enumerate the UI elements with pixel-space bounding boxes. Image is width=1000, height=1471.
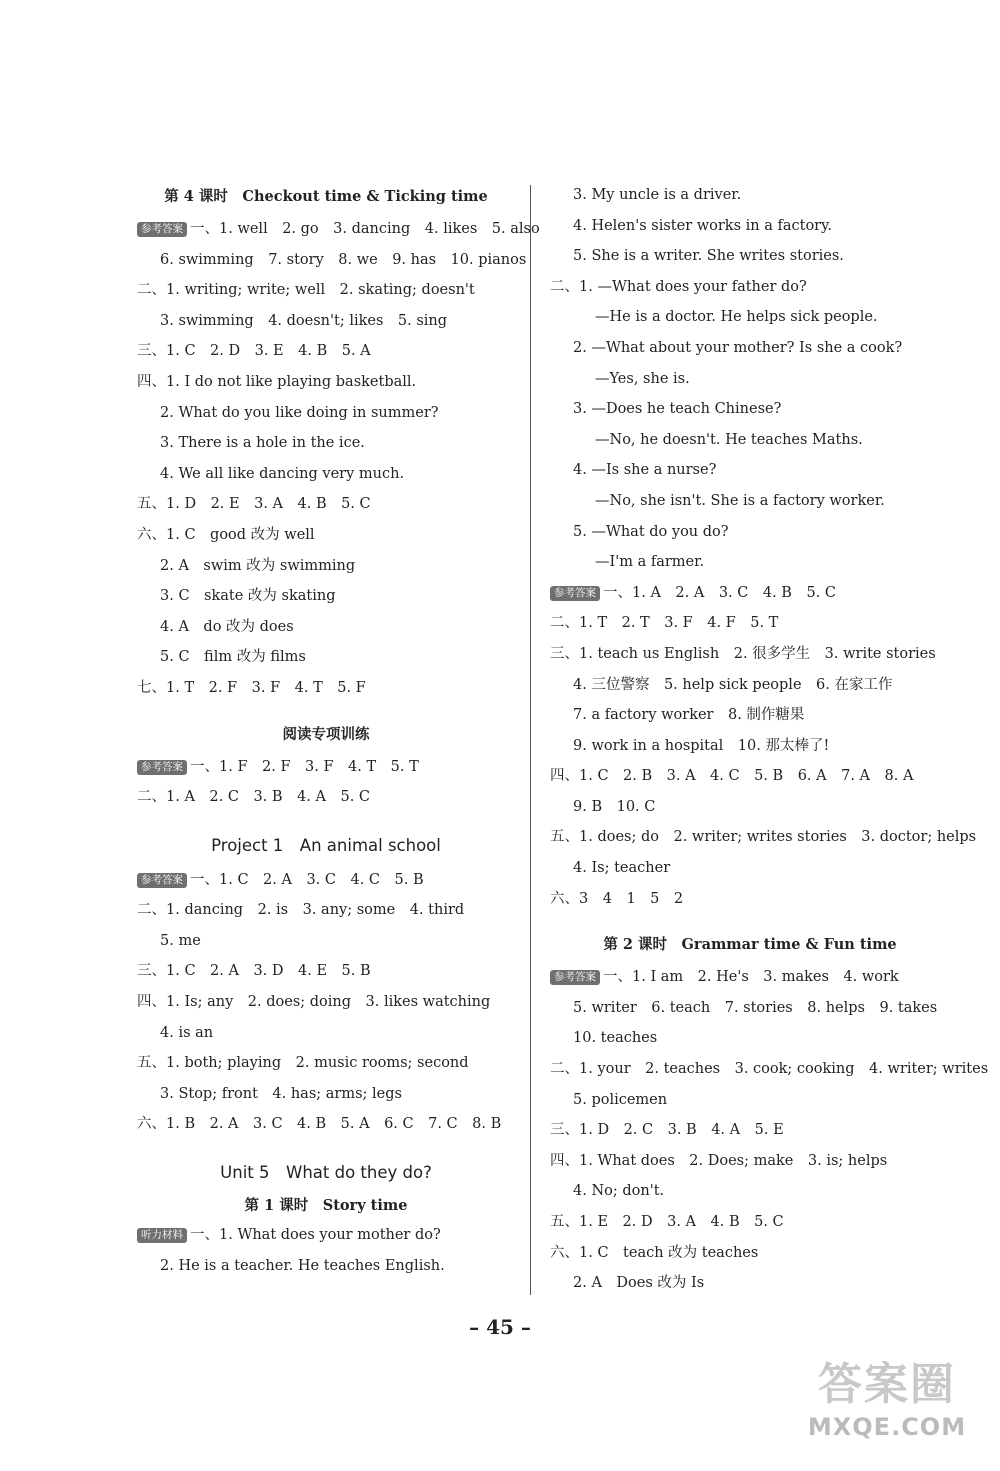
watermark-logo: 答案圈 — [818, 1359, 956, 1410]
answer-line: 三、1. teach us English 2. 很多学生 3. write stories — [550, 645, 936, 662]
answer-line: 二、1. —What does your father do? — [550, 278, 807, 295]
answer-line: 5. She is a writer. She writes stories. — [573, 248, 844, 265]
answer-line: 5. writer 6. teach 7. stories 8. helps 9. takes — [573, 999, 938, 1016]
answer-line: 9. work in a hospital 10. 那太棒了! — [573, 737, 830, 754]
column-divider — [530, 185, 531, 1295]
answer-line: 三、1. D 2. C 3. B 4. A 5. E — [550, 1122, 784, 1139]
answer-line: —He is a doctor. He helps sick people. — [595, 309, 878, 326]
section-subtitle: 第 1 课时 Story time — [244, 1197, 408, 1215]
answer-line: 6. swimming 7. story 8. we 9. has 10. pianos — [160, 251, 527, 268]
answer-line: —No, he doesn't. He teaches Maths. — [595, 431, 863, 448]
left-column — [137, 180, 540, 1281]
answer-line: 5. —What do you do? — [573, 523, 729, 540]
section-title: 第 2 课时 Grammar time & Fun time — [603, 936, 897, 954]
answer-line: 三、1. C 2. D 3. E 4. B 5. A — [137, 343, 371, 360]
answer-line: 三、1. C 2. A 3. D 4. E 5. B — [137, 963, 371, 980]
answer-line: 2. He is a teacher. He teaches English. — [160, 1257, 445, 1274]
answer-line: 六、1. C teach 改为 teaches — [550, 1244, 759, 1261]
answer-line: 二、1. writing; write; well 2. skating; doesn't — [137, 282, 475, 299]
section-title: Project 1 An animal school — [211, 835, 441, 855]
watermark — [792, 1357, 982, 1457]
answer-line: 五、1. E 2. D 3. A 4. B 5. C — [550, 1214, 784, 1230]
answer-line: 3. —Does he teach Chinese? — [573, 401, 782, 418]
section-title: 第 4 课时 Checkout time & Ticking time — [164, 188, 488, 205]
answer-line: 5. C film 改为 films — [160, 649, 306, 666]
answer-line: 参考答案 一、1. I am 2. He's 3. makes 4. work — [550, 962, 950, 993]
answer-line: 4. 三位警察 5. help sick people 6. 在家工作 — [573, 676, 893, 693]
answer-tag: 参考答案 — [137, 873, 187, 888]
answer-line: 4. Helen's sister works in a factory. — [573, 217, 832, 234]
answer-line: 2. What do you like doing in summer? — [160, 404, 439, 421]
answer-line: 4. Is; teacher — [573, 860, 671, 877]
answer-tag: 参考答案 — [550, 586, 600, 601]
answer-line: —Yes, she is. — [595, 370, 690, 387]
answer-line: 3. C skate 改为 skating — [160, 588, 336, 605]
answer-line: 听力材料 一、1. What does your mother do? — [137, 1220, 515, 1251]
answer-line: 二、1. dancing 2. is 3. any; some 4. third — [137, 902, 465, 919]
answer-line: 二、1. T 2. T 3. F 4. F 5. T — [550, 615, 779, 632]
answer-line: 参考答案 一、1. C 2. A 3. C 4. C 5. B — [137, 865, 515, 896]
answer-line: 4. No; don't. — [573, 1183, 665, 1200]
answer-line: 4. We all like dancing very much. — [160, 465, 405, 482]
answer-line: 2. A Does 改为 Is — [573, 1275, 705, 1292]
answer-line: 四、1. Is; any 2. does; doing 3. likes watching — [137, 994, 491, 1011]
answer-line: 六、1. B 2. A 3. C 4. B 5. A 6. C 7. C 8. B — [137, 1116, 502, 1133]
answer-line: 五、1. both; playing 2. music rooms; second — [137, 1055, 469, 1072]
answer-line: 二、1. your 2. teaches 3. cook; cooking 4. writer; writes — [550, 1061, 989, 1078]
answer-line: 2. A swim 改为 swimming — [160, 557, 356, 574]
answer-line: 4. A do 改为 does — [160, 618, 294, 635]
answer-line: 四、1. C 2. B 3. A 4. C 5. B 6. A 7. A 8. A — [550, 768, 914, 785]
answer-tag: 参考答案 — [550, 970, 600, 985]
answer-line: 四、1. What does 2. Does; make 3. is; helps — [550, 1152, 888, 1169]
answer-line: 4. is an — [160, 1024, 214, 1041]
answer-tag: 参考答案 — [137, 760, 187, 775]
answer-line: 2. —What about your mother? Is she a cook? — [573, 339, 903, 356]
answer-line: —I'm a farmer. — [595, 554, 705, 571]
answer-line: 3. My uncle is a driver. — [573, 187, 742, 203]
answer-line: 9. B 10. C — [573, 798, 656, 815]
answer-line: 五、1. does; do 2. writer; writes stories 3. doctor; helps — [550, 829, 977, 846]
section-title: 阅读专项训练 — [282, 725, 370, 743]
answer-line: 4. —Is she a nurse? — [573, 462, 717, 479]
answer-line: 参考答案 一、1. F 2. F 3. F 4. T 5. T — [137, 752, 515, 783]
listening-tag: 听力材料 — [137, 1228, 187, 1243]
answer-line: 3. There is a hole in the ice. — [160, 435, 365, 452]
answer-line: 二、1. A 2. C 3. B 4. A 5. C — [137, 789, 371, 806]
answer-line: 5. policemen — [573, 1091, 668, 1108]
unit-title: Unit 5 What do they do? — [220, 1163, 432, 1183]
answer-line: 3. swimming 4. doesn't; likes 5. sing — [160, 312, 448, 329]
answer-line: —No, she isn't. She is a factory worker. — [595, 492, 885, 509]
answer-line: 参考答案 一、1. A 2. A 3. C 4. B 5. C — [550, 578, 950, 609]
answer-line: 参考答案 一、1. well 2. go 3. dancing 4. likes 5. also — [137, 214, 515, 245]
answer-line: 3. Stop; front 4. has; arms; legs — [160, 1085, 402, 1102]
answer-tag: 参考答案 — [137, 222, 187, 237]
page-number: – 45 – — [469, 1315, 531, 1339]
answer-line: 10. teaches — [573, 1030, 658, 1047]
answer-line: 六、1. C good 改为 well — [137, 526, 315, 543]
watermark-url: MXQE.COM — [807, 1413, 967, 1441]
answer-line: 五、1. D 2. E 3. A 4. B 5. C — [137, 496, 371, 513]
answer-line: 7. a factory worker 8. 制作糖果 — [573, 707, 805, 724]
answer-line: 七、1. T 2. F 3. F 4. T 5. F — [137, 679, 366, 696]
answer-line: 四、1. I do not like playing basketball. — [137, 373, 417, 390]
answer-line: 六、3 4 1 5 2 — [550, 890, 684, 907]
answer-line: 5. me — [160, 932, 201, 949]
right-column — [550, 180, 989, 1299]
